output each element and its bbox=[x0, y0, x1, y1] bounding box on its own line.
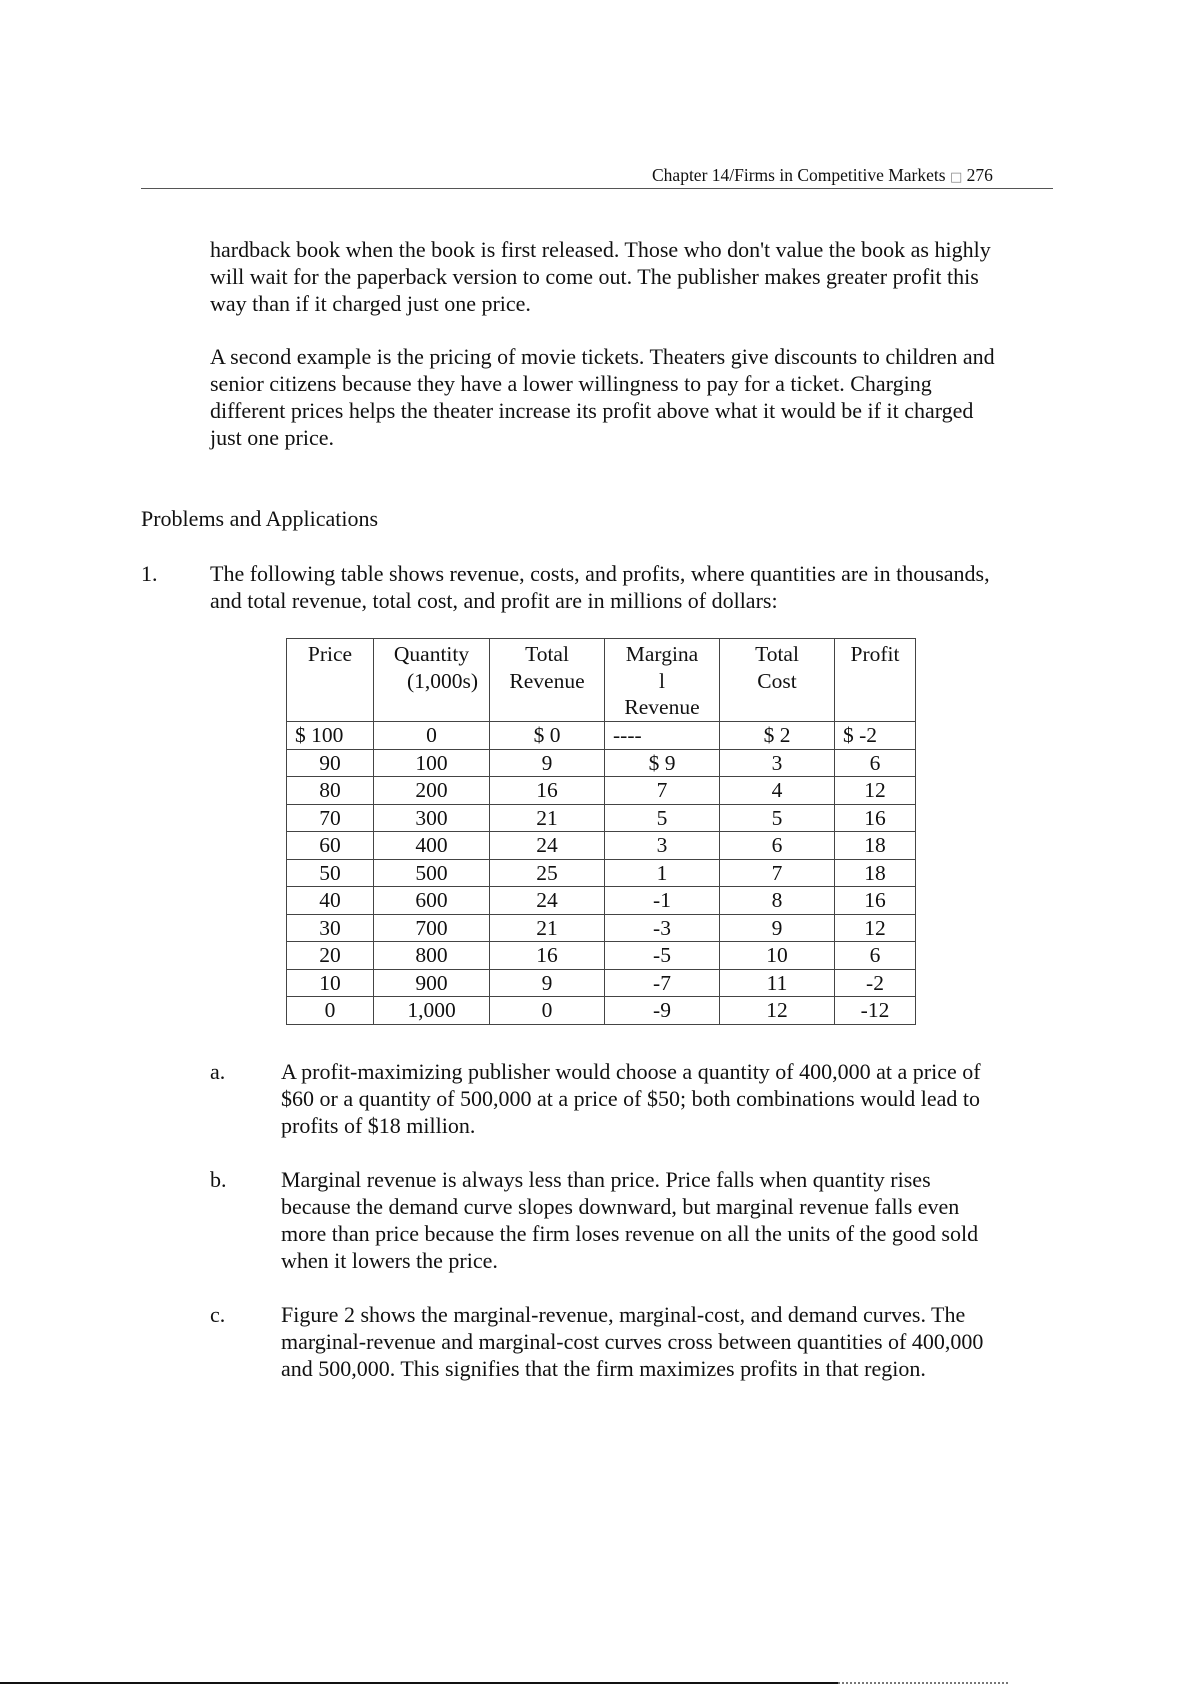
text-line: senior citizens because they have a lower willingness to pay for a ticket. Charging bbox=[210, 371, 932, 396]
col-header-total-revenue: Total Revenue bbox=[490, 639, 605, 722]
text-line: different prices helps the theater increase its profit above what it would be if it charged bbox=[210, 398, 974, 423]
cell-profit: 16 bbox=[835, 887, 916, 915]
answer-label-a: a. bbox=[210, 1059, 226, 1084]
text-line: A profit-maximizing publisher would choose a quantity of 400,000 at a price of bbox=[281, 1059, 981, 1084]
cell-total-cost: 12 bbox=[720, 997, 835, 1025]
cell-total-revenue: $ 0 bbox=[490, 722, 605, 750]
text-line: way than if it charged just one price. bbox=[210, 291, 531, 316]
problem-number: 1. bbox=[141, 561, 158, 586]
text-line: The following table shows revenue, costs, and profits, where quantities are in thousands, bbox=[210, 561, 990, 586]
table-row bbox=[287, 969, 916, 997]
cell-total-revenue: 9 bbox=[490, 969, 605, 997]
cell-profit: 12 bbox=[835, 777, 916, 805]
running-title: Chapter 14/Firms in Competitive Markets bbox=[652, 165, 946, 185]
cell-quantity: 800 bbox=[374, 942, 490, 970]
revenue-cost-profit-table bbox=[286, 638, 916, 1025]
cell-profit: $ -2 bbox=[835, 722, 916, 750]
section-title: Problems and Applications bbox=[141, 506, 379, 531]
col-header-total-cost: Total Cost bbox=[720, 639, 835, 722]
answer-label-b: b. bbox=[210, 1167, 227, 1192]
cell-marginal-revenue: $ 9 bbox=[605, 749, 720, 777]
cell-profit: 18 bbox=[835, 859, 916, 887]
cell-total-revenue: 24 bbox=[490, 887, 605, 915]
cell-total-cost: $ 2 bbox=[720, 722, 835, 750]
cell-marginal-revenue: -1 bbox=[605, 887, 720, 915]
cell-total-cost: 5 bbox=[720, 804, 835, 832]
col-header-profit: Profit bbox=[835, 639, 916, 722]
intro-paragraph-2 bbox=[210, 343, 1060, 451]
col-header-marginal-revenue: Margina l Revenue bbox=[605, 639, 720, 722]
cell-total-revenue: 25 bbox=[490, 859, 605, 887]
page-bottom-rule-artifact bbox=[838, 1682, 1008, 1684]
cell-marginal-revenue: -5 bbox=[605, 942, 720, 970]
cell-total-revenue: 16 bbox=[490, 777, 605, 805]
cell-total-cost: 9 bbox=[720, 914, 835, 942]
problem-statement bbox=[210, 560, 990, 614]
text-line: Marginal revenue is always less than price. Price falls when quantity rises bbox=[281, 1167, 931, 1192]
cell-quantity: 300 bbox=[374, 804, 490, 832]
answer-label-c: c. bbox=[210, 1302, 226, 1327]
cell-price: 70 bbox=[287, 804, 374, 832]
cell-quantity: 500 bbox=[374, 859, 490, 887]
cell-marginal-revenue: 7 bbox=[605, 777, 720, 805]
cell-price: 50 bbox=[287, 859, 374, 887]
cell-quantity: 900 bbox=[374, 969, 490, 997]
cell-price: 40 bbox=[287, 887, 374, 915]
cell-total-cost: 10 bbox=[720, 942, 835, 970]
cell-quantity: 200 bbox=[374, 777, 490, 805]
cell-total-cost: 11 bbox=[720, 969, 835, 997]
table-row bbox=[287, 749, 916, 777]
running-header bbox=[652, 165, 993, 186]
cell-price: 20 bbox=[287, 942, 374, 970]
cell-total-revenue: 21 bbox=[490, 804, 605, 832]
cell-profit: 12 bbox=[835, 914, 916, 942]
cell-quantity: 1,000 bbox=[374, 997, 490, 1025]
cell-quantity: 600 bbox=[374, 887, 490, 915]
answer-text-b bbox=[281, 1166, 978, 1274]
cell-price: 80 bbox=[287, 777, 374, 805]
table-row bbox=[287, 914, 916, 942]
answer-text-a bbox=[281, 1058, 981, 1139]
cell-quantity: 700 bbox=[374, 914, 490, 942]
cell-marginal-revenue: 5 bbox=[605, 804, 720, 832]
table-row bbox=[287, 942, 916, 970]
text-line: when it lowers the price. bbox=[281, 1248, 498, 1273]
col-header-quantity: Quantity (1,000s) bbox=[374, 639, 490, 722]
cell-price: 30 bbox=[287, 914, 374, 942]
cell-marginal-revenue: -9 bbox=[605, 997, 720, 1025]
text-line: marginal-revenue and marginal-cost curves cross between quantities of 400,000 bbox=[281, 1329, 984, 1354]
cell-profit: 6 bbox=[835, 942, 916, 970]
intro-paragraph-1 bbox=[210, 236, 1060, 317]
table-row bbox=[287, 722, 916, 750]
text-line: $60 or a quantity of 500,000 at a price of $50; both combinations would lead to bbox=[281, 1086, 980, 1111]
page-number: 276 bbox=[966, 165, 993, 185]
cell-marginal-revenue: 3 bbox=[605, 832, 720, 860]
cell-total-cost: 8 bbox=[720, 887, 835, 915]
col-header-price: Price bbox=[287, 639, 374, 722]
cell-total-cost: 4 bbox=[720, 777, 835, 805]
text-line: and 500,000. This signifies that the firm maximizes profits in that region. bbox=[281, 1356, 926, 1381]
cell-total-revenue: 21 bbox=[490, 914, 605, 942]
table-row bbox=[287, 777, 916, 805]
cell-price: $ 100 bbox=[287, 722, 374, 750]
cell-total-cost: 7 bbox=[720, 859, 835, 887]
text-line: because the demand curve slopes downward, but marginal revenue falls even bbox=[281, 1194, 960, 1219]
cell-quantity: 100 bbox=[374, 749, 490, 777]
cell-profit: -2 bbox=[835, 969, 916, 997]
cell-profit: 16 bbox=[835, 804, 916, 832]
cell-total-cost: 6 bbox=[720, 832, 835, 860]
cell-quantity: 0 bbox=[374, 722, 490, 750]
page-bottom-rule bbox=[0, 1682, 838, 1684]
cell-total-revenue: 24 bbox=[490, 832, 605, 860]
text-line: Figure 2 shows the marginal-revenue, marginal-cost, and demand curves. The bbox=[281, 1302, 966, 1327]
cell-total-revenue: 0 bbox=[490, 997, 605, 1025]
table-row bbox=[287, 997, 916, 1025]
cell-price: 0 bbox=[287, 997, 374, 1025]
cell-price: 10 bbox=[287, 969, 374, 997]
header-rule bbox=[141, 188, 1053, 189]
table-row bbox=[287, 859, 916, 887]
cell-marginal-revenue: 1 bbox=[605, 859, 720, 887]
cell-profit: 18 bbox=[835, 832, 916, 860]
text-line: will wait for the paperback version to come out. The publisher makes greater profit this bbox=[210, 264, 979, 289]
cell-quantity: 400 bbox=[374, 832, 490, 860]
cell-marginal-revenue: -3 bbox=[605, 914, 720, 942]
table-row bbox=[287, 832, 916, 860]
text-line: profits of $18 million. bbox=[281, 1113, 476, 1138]
table-header-row bbox=[287, 639, 916, 722]
cell-price: 60 bbox=[287, 832, 374, 860]
table-row bbox=[287, 804, 916, 832]
text-line: A second example is the pricing of movie tickets. Theaters give discounts to children and bbox=[210, 344, 995, 369]
text-line: just one price. bbox=[210, 425, 335, 450]
cell-total-cost: 3 bbox=[720, 749, 835, 777]
cell-profit: -12 bbox=[835, 997, 916, 1025]
cell-profit: 6 bbox=[835, 749, 916, 777]
text-line: and total revenue, total cost, and profit are in millions of dollars: bbox=[210, 588, 778, 613]
cell-price: 90 bbox=[287, 749, 374, 777]
text-line: hardback book when the book is first released. Those who don't value the book as highly bbox=[210, 237, 991, 262]
cell-total-revenue: 16 bbox=[490, 942, 605, 970]
cell-marginal-revenue: ---- bbox=[605, 722, 720, 750]
separator-box-icon: □ bbox=[949, 170, 963, 185]
answer-text-c bbox=[281, 1301, 983, 1382]
table-row bbox=[287, 887, 916, 915]
cell-total-revenue: 9 bbox=[490, 749, 605, 777]
text-line: more than price because the firm loses revenue on all the units of the good sold bbox=[281, 1221, 979, 1246]
cell-marginal-revenue: -7 bbox=[605, 969, 720, 997]
